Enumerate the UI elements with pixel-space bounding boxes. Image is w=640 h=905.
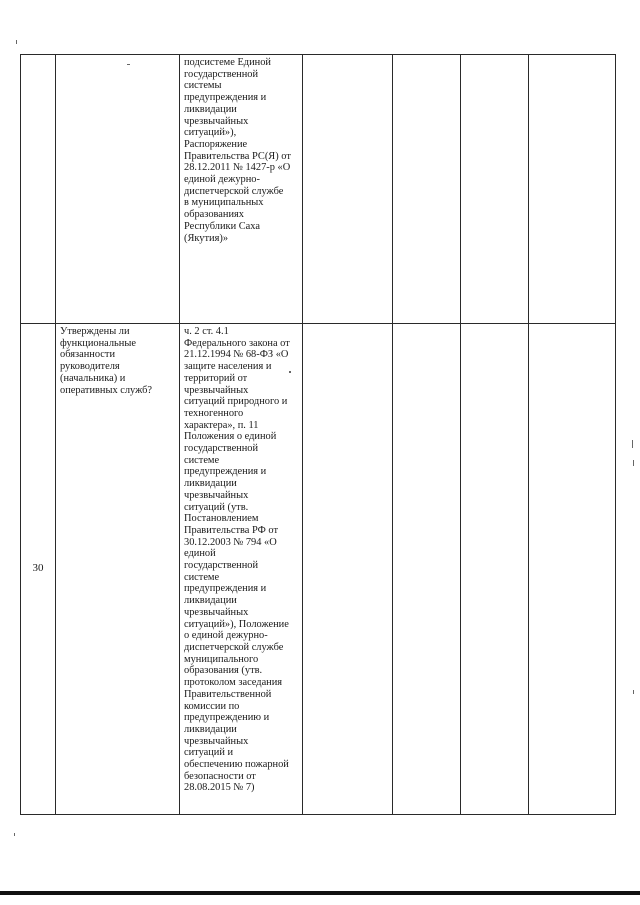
empty-cell (461, 55, 529, 324)
scan-speck (633, 460, 634, 466)
question-cell (56, 55, 180, 324)
legal-basis-text: подсистеме Единой государственной системы предупреждения и ликвидации чрезвычайных ситуаций»), Распоряжение Правительства РС(Я) от 28.12.2011 № 1427-р «О единой дежурно- диспетчерской службе в муниципальных образованиях Республики Саха (Якутия)» (184, 57, 291, 244)
empty-cell (393, 55, 461, 324)
question-text (56, 55, 179, 57)
empty-cell (393, 324, 461, 815)
scan-speck (633, 690, 634, 694)
row-number-cell (21, 324, 56, 815)
empty-cell (461, 324, 529, 815)
checklist-table (20, 54, 616, 815)
empty-cell (303, 324, 393, 815)
legal-basis-text: ч. 2 ст. 4.1 Федерального закона от 21.12.1994 № 68-ФЗ «О защите населения и территорий от чрезвычайных ситуаций природного и техногенного характера», п. 11 Положения о единой государственной системе предупреждения и ликвидации чрезвычайных ситуаций (утв. Постановлением Правительства РФ от 30.12.2003 № 794 «О единой государственной системе предупреждения и ликвидации чрезвычайных ситуаций»), Положение о единой дежурно- диспетчерской службе муниципального образования (утв. протоколом заседания Правительственной комиссии по предупреждению и ликвидации чрезвычайных ситуаций и обеспечению пожарной безопасности от 28.08.2015 № 7) (184, 326, 290, 794)
row-number (21, 55, 55, 57)
scan-speck (289, 371, 291, 373)
scan-edge-bar (0, 891, 640, 895)
table-row (21, 324, 616, 815)
table-row (21, 55, 616, 324)
scan-speck (127, 64, 130, 65)
question-cell (56, 324, 180, 815)
empty-cell (529, 324, 616, 815)
scan-speck (14, 833, 15, 836)
scan-speck (16, 40, 17, 44)
empty-cell (303, 55, 393, 324)
legal-basis-cell (180, 324, 303, 815)
empty-cell (529, 55, 616, 324)
row-number: 30 (32, 562, 44, 575)
question-text: Утверждены ли функциональные обязанности руководителя (начальника) и оперативных служб? (60, 326, 153, 396)
legal-basis-cell (180, 55, 303, 324)
scan-speck (632, 440, 633, 448)
row-number-cell (21, 55, 56, 324)
